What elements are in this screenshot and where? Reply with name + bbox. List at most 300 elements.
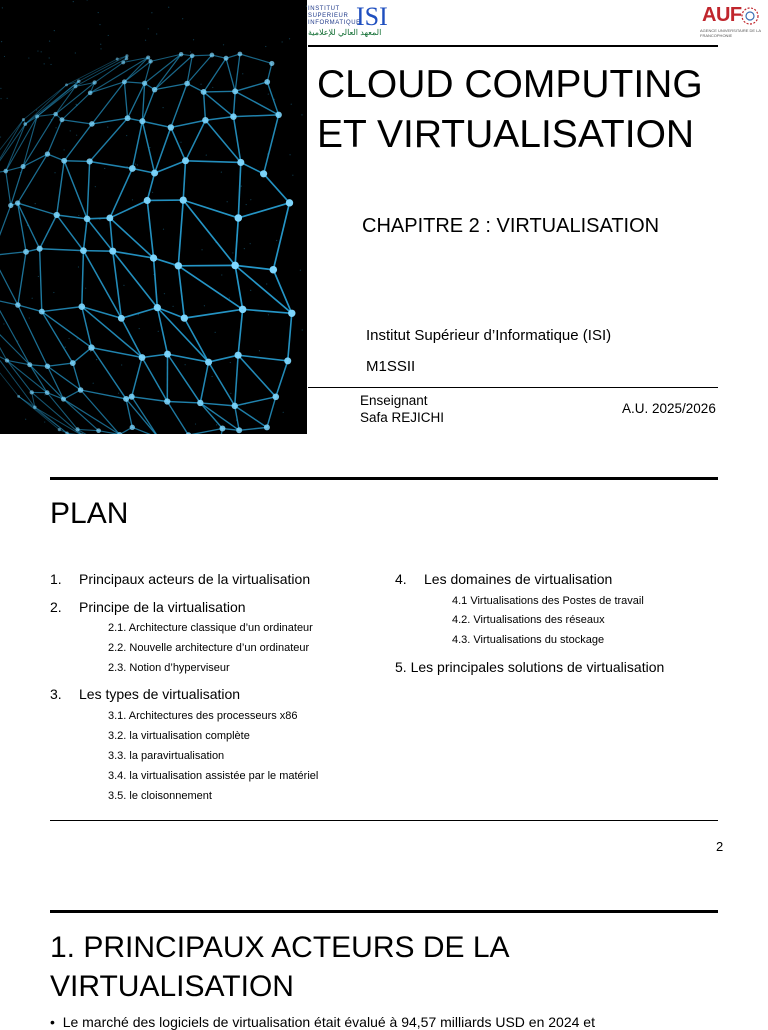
network-node bbox=[237, 159, 244, 166]
network-link bbox=[183, 200, 235, 265]
glow-particle bbox=[289, 154, 290, 155]
network-link bbox=[42, 307, 82, 312]
glow-particle bbox=[68, 338, 69, 339]
network-node bbox=[144, 197, 151, 204]
section-title: 1. PRINCIPAUX ACTEURS DE LA VIRTUALISATION bbox=[50, 928, 730, 1006]
network-node bbox=[37, 246, 43, 252]
toc-label: Principe de la virtualisation bbox=[79, 599, 246, 615]
network-link bbox=[47, 366, 80, 390]
glow-particle bbox=[32, 298, 33, 299]
network-link bbox=[200, 403, 234, 406]
network-node bbox=[80, 247, 87, 254]
chapter-subtitle: CHAPITRE 2 : VIRTUALISATION bbox=[362, 215, 659, 238]
network-node bbox=[284, 357, 291, 364]
glow-particle bbox=[195, 423, 196, 424]
course-title-line: ET VIRTUALISATION bbox=[317, 110, 762, 160]
network-link bbox=[83, 219, 87, 251]
glow-particle bbox=[20, 172, 21, 173]
glow-particle bbox=[44, 394, 45, 395]
glow-particle bbox=[65, 347, 66, 348]
network-node bbox=[202, 117, 209, 124]
plan-title: PLAN bbox=[50, 497, 128, 531]
network-node bbox=[33, 405, 37, 409]
network-node bbox=[21, 164, 26, 169]
network-link bbox=[235, 355, 238, 406]
network-node bbox=[78, 387, 84, 393]
glow-particle bbox=[76, 105, 77, 106]
glow-particle bbox=[137, 164, 138, 165]
network-link bbox=[235, 218, 238, 265]
bullet-item bbox=[50, 1014, 750, 1030]
glow-particle bbox=[7, 98, 8, 99]
glow-particle bbox=[242, 309, 243, 310]
toc-number: 1. bbox=[50, 571, 79, 587]
network-node bbox=[89, 121, 95, 127]
glow-particle bbox=[245, 403, 246, 404]
glow-particle bbox=[215, 332, 216, 333]
course-title-line: CLOUD COMPUTING bbox=[317, 60, 762, 110]
network-link bbox=[235, 265, 273, 269]
glow-particle bbox=[200, 84, 201, 85]
network-link bbox=[178, 200, 183, 266]
glow-particle bbox=[230, 362, 231, 363]
glow-particle bbox=[212, 411, 213, 412]
toc-item-5: 5. Les principales solutions de virtualisation bbox=[395, 659, 664, 675]
network-link bbox=[63, 390, 80, 399]
glow-particle bbox=[265, 46, 266, 47]
glow-particle bbox=[223, 44, 224, 45]
network-node bbox=[190, 53, 195, 58]
network-link bbox=[183, 161, 185, 200]
network-link bbox=[57, 161, 64, 215]
network-node bbox=[74, 84, 78, 88]
network-link bbox=[264, 174, 290, 203]
toc-label: Principaux acteurs de la virtualisation bbox=[79, 571, 310, 587]
glow-particle bbox=[87, 0, 88, 1]
glow-particle bbox=[41, 51, 42, 52]
isi-logo-lines bbox=[308, 6, 356, 27]
network-node bbox=[264, 424, 270, 430]
network-link bbox=[183, 200, 238, 218]
network-link bbox=[235, 406, 239, 430]
isi-logo bbox=[308, 4, 392, 40]
network-node bbox=[235, 352, 242, 359]
network-link bbox=[184, 309, 242, 318]
glow-particle bbox=[93, 383, 94, 384]
glow-particle bbox=[230, 393, 231, 394]
isi-logo-line: INSTITUT bbox=[308, 6, 356, 13]
toc-number: 3. bbox=[50, 686, 79, 702]
network-link bbox=[171, 120, 206, 127]
network-link bbox=[132, 121, 142, 168]
network-link bbox=[243, 309, 292, 313]
glow-particle bbox=[139, 328, 140, 329]
glow-particle bbox=[96, 359, 97, 360]
glow-particle bbox=[76, 104, 77, 105]
toc-subitem: 4.2. Virtualisations des réseaux bbox=[452, 614, 605, 626]
network-link bbox=[64, 124, 92, 161]
network-node bbox=[181, 314, 188, 321]
glow-particle bbox=[216, 424, 217, 425]
network-node bbox=[275, 112, 281, 118]
glow-particle bbox=[50, 64, 51, 65]
network-link bbox=[110, 169, 133, 218]
glow-particle bbox=[149, 147, 150, 148]
glow-particle bbox=[78, 215, 79, 216]
network-node bbox=[87, 158, 93, 164]
network-node bbox=[152, 87, 158, 93]
network-node bbox=[232, 403, 238, 409]
network-link bbox=[167, 401, 200, 402]
glow-particle bbox=[29, 317, 30, 318]
glow-particle bbox=[100, 48, 101, 49]
network-globe-image bbox=[0, 0, 307, 434]
isi-logo-line: INFORMATIQUE bbox=[308, 20, 356, 27]
network-link bbox=[209, 362, 235, 406]
network-node bbox=[15, 200, 20, 205]
network-link bbox=[90, 161, 133, 168]
glow-particle bbox=[121, 364, 122, 365]
glow-particle bbox=[266, 283, 267, 284]
glow-particle bbox=[54, 172, 55, 173]
glow-particle bbox=[38, 276, 39, 277]
network-link bbox=[288, 313, 292, 361]
glow-particle bbox=[168, 7, 169, 8]
network-link bbox=[79, 56, 127, 81]
network-link bbox=[171, 127, 186, 160]
glow-particle bbox=[242, 73, 243, 74]
plan-slide bbox=[0, 434, 768, 868]
network-link bbox=[238, 355, 276, 397]
network-link bbox=[235, 406, 267, 428]
glow-particle bbox=[1, 41, 2, 42]
glow-particle bbox=[152, 192, 153, 193]
network-node bbox=[122, 79, 127, 84]
network-link bbox=[124, 82, 144, 83]
network-link bbox=[168, 354, 201, 403]
network-node bbox=[23, 122, 27, 126]
network-link bbox=[110, 218, 113, 251]
network-link bbox=[63, 399, 119, 434]
network-link bbox=[82, 251, 84, 307]
network-link bbox=[0, 205, 11, 255]
network-node bbox=[148, 59, 152, 63]
network-node bbox=[116, 58, 119, 61]
network-node bbox=[154, 304, 161, 311]
glow-particle bbox=[241, 430, 242, 431]
network-link bbox=[186, 120, 206, 161]
network-link bbox=[235, 265, 243, 309]
glow-particle bbox=[292, 175, 293, 176]
glow-particle bbox=[229, 297, 230, 298]
section-slide bbox=[0, 868, 768, 1024]
glow-particle bbox=[301, 114, 302, 115]
glow-particle bbox=[267, 153, 268, 154]
network-node bbox=[70, 360, 76, 366]
toc-label: Les types de virtualisation bbox=[79, 686, 240, 702]
network-node bbox=[45, 390, 50, 395]
glow-particle bbox=[268, 314, 269, 315]
network-link bbox=[238, 309, 243, 355]
network-node bbox=[15, 302, 21, 308]
toc-subitem: 2.1. Architecture classique d’un ordinateur bbox=[108, 622, 313, 634]
network-link bbox=[83, 251, 112, 252]
glow-particle bbox=[4, 56, 5, 57]
glow-particle bbox=[221, 172, 222, 173]
glow-particle bbox=[27, 225, 28, 226]
glow-particle bbox=[306, 6, 307, 7]
network-link bbox=[132, 357, 142, 396]
network-node bbox=[205, 359, 212, 366]
network-link bbox=[87, 219, 113, 251]
network-node bbox=[106, 215, 113, 222]
network-link bbox=[57, 215, 84, 251]
network-node bbox=[39, 309, 45, 315]
network-node bbox=[260, 170, 267, 177]
network-link bbox=[92, 348, 143, 358]
promotion-label: M1SSII bbox=[366, 358, 415, 375]
network-node bbox=[60, 117, 65, 122]
network-link bbox=[233, 91, 235, 116]
network-link bbox=[73, 348, 92, 363]
network-link bbox=[204, 92, 234, 117]
glow-particle bbox=[300, 270, 301, 271]
glow-particle bbox=[73, 1, 74, 2]
network-link bbox=[187, 55, 212, 83]
network-node bbox=[3, 169, 8, 174]
toc-subitem: 3.5. le cloisonnement bbox=[108, 790, 212, 802]
glow-particle bbox=[2, 7, 3, 8]
glow-particle bbox=[95, 186, 96, 187]
network-link bbox=[47, 120, 62, 154]
divider bbox=[308, 387, 718, 388]
glow-particle bbox=[152, 181, 153, 182]
toc-label: Les domaines de virtualisation bbox=[424, 571, 612, 587]
glow-particle bbox=[185, 364, 186, 365]
network-link bbox=[204, 58, 226, 92]
network-link bbox=[64, 161, 89, 162]
glow-particle bbox=[182, 18, 183, 19]
network-link bbox=[209, 355, 239, 362]
glow-particle bbox=[90, 351, 91, 352]
glow-particle bbox=[244, 248, 245, 249]
network-node bbox=[269, 61, 274, 66]
glow-particle bbox=[53, 292, 54, 293]
network-link bbox=[157, 308, 167, 354]
network-link bbox=[264, 115, 279, 174]
network-node bbox=[123, 396, 129, 402]
glow-particle bbox=[35, 203, 36, 204]
network-link bbox=[192, 55, 212, 56]
glow-particle bbox=[221, 274, 222, 275]
glow-particle bbox=[204, 305, 205, 306]
glow-particle bbox=[64, 149, 65, 150]
glow-particle bbox=[0, 88, 1, 89]
course-title bbox=[317, 60, 762, 160]
network-node bbox=[109, 248, 116, 255]
network-link bbox=[276, 361, 288, 397]
teacher-label: Enseignant bbox=[360, 393, 428, 408]
glow-particle bbox=[232, 252, 233, 253]
glow-particle bbox=[123, 285, 124, 286]
network-link bbox=[205, 117, 233, 121]
network-link bbox=[235, 82, 267, 91]
glow-particle bbox=[98, 12, 99, 13]
glow-particle bbox=[212, 87, 213, 88]
network-node bbox=[238, 52, 243, 57]
glow-particle bbox=[70, 130, 71, 131]
glow-particle bbox=[173, 265, 174, 266]
network-link bbox=[178, 266, 242, 310]
network-link bbox=[142, 354, 167, 357]
auf-logo bbox=[700, 4, 766, 42]
glow-particle bbox=[158, 331, 159, 332]
glow-particle bbox=[282, 41, 283, 42]
network-node bbox=[230, 113, 237, 120]
network-globe-graphic bbox=[0, 0, 307, 434]
glow-particle bbox=[163, 229, 164, 230]
glow-particle bbox=[250, 290, 251, 291]
network-node bbox=[197, 400, 203, 406]
toc-number: 4. bbox=[395, 571, 424, 587]
network-link bbox=[147, 200, 153, 258]
network-link bbox=[121, 318, 142, 357]
glow-particle bbox=[0, 98, 1, 99]
network-link bbox=[78, 429, 99, 430]
auf-logo-subtitle: AGENCE UNIVERSITAIRE DE LA FRANCOPHONIE bbox=[700, 28, 766, 38]
network-link bbox=[57, 215, 87, 219]
glow-particle bbox=[100, 44, 101, 45]
network-node bbox=[219, 426, 225, 432]
toc-subitem: 3.4. la virtualisation assistée par le matériel bbox=[108, 770, 318, 782]
network-link bbox=[90, 118, 128, 161]
glow-particle bbox=[148, 28, 149, 29]
toc-item-1 bbox=[50, 571, 310, 587]
network-link bbox=[238, 162, 240, 218]
network-node bbox=[168, 124, 174, 130]
glow-particle bbox=[201, 249, 202, 250]
toc-subitem: 4.1 Virtualisations des Postes de travail bbox=[452, 595, 644, 607]
toc-subitem: 4.3. Virtualisations du stockage bbox=[452, 634, 604, 646]
network-link bbox=[124, 82, 127, 118]
toc-subitem: 2.3. Notion d’hyperviseur bbox=[108, 662, 230, 674]
network-link bbox=[40, 215, 57, 249]
auf-logo-word: AUF bbox=[702, 4, 742, 27]
network-node bbox=[164, 351, 171, 358]
network-link bbox=[155, 84, 187, 90]
network-link bbox=[42, 312, 73, 363]
network-node bbox=[232, 88, 238, 94]
network-link bbox=[30, 365, 47, 393]
glow-particle bbox=[215, 242, 216, 243]
network-link bbox=[6, 116, 37, 171]
glow-particle bbox=[90, 345, 91, 346]
network-link bbox=[204, 91, 236, 92]
network-node bbox=[78, 303, 85, 310]
network-node bbox=[210, 53, 215, 58]
toc-subitem: 3.2. la virtualisation complète bbox=[108, 730, 250, 742]
glow-particle bbox=[227, 201, 228, 202]
glow-particle bbox=[99, 24, 100, 25]
network-node bbox=[182, 157, 189, 164]
network-link bbox=[87, 161, 90, 218]
glow-particle bbox=[49, 41, 50, 42]
network-node bbox=[231, 262, 239, 270]
network-node bbox=[77, 79, 81, 83]
network-link bbox=[154, 258, 179, 266]
network-link bbox=[0, 252, 26, 256]
network-node bbox=[139, 354, 146, 361]
toc-subitem: 3.1. Architectures des processeurs x86 bbox=[108, 710, 298, 722]
network-node bbox=[179, 52, 183, 56]
glow-particle bbox=[283, 412, 284, 413]
network-link bbox=[226, 58, 235, 91]
network-node bbox=[22, 118, 25, 121]
network-link bbox=[147, 173, 154, 200]
network-link bbox=[267, 397, 276, 428]
glow-particle bbox=[76, 135, 77, 136]
network-link bbox=[155, 161, 186, 173]
network-link bbox=[18, 305, 42, 312]
glow-particle bbox=[25, 419, 26, 420]
network-link bbox=[6, 171, 11, 205]
glow-particle bbox=[55, 127, 56, 128]
glow-particle bbox=[44, 63, 45, 64]
network-link bbox=[233, 115, 278, 117]
isi-logo-acronym: ISI bbox=[356, 2, 388, 32]
glow-particle bbox=[83, 256, 84, 257]
glow-particle bbox=[162, 107, 163, 108]
glow-particle bbox=[0, 136, 1, 137]
network-node bbox=[65, 83, 68, 86]
network-node bbox=[288, 310, 295, 317]
isi-logo-line: SUPERIEUR bbox=[308, 13, 356, 20]
network-link bbox=[92, 82, 124, 124]
network-node bbox=[75, 427, 79, 431]
network-link bbox=[18, 252, 26, 305]
glow-particle bbox=[268, 93, 269, 94]
glow-particle bbox=[246, 204, 247, 205]
network-link bbox=[142, 121, 170, 127]
network-link bbox=[186, 161, 241, 163]
glow-particle bbox=[17, 340, 18, 341]
network-link bbox=[64, 161, 87, 219]
auf-emblem-icon bbox=[740, 6, 760, 26]
glow-particle bbox=[44, 421, 45, 422]
toc-item-4 bbox=[395, 571, 612, 587]
isi-logo-arabic: المعهد العالي للإعلامية bbox=[308, 28, 392, 37]
network-link bbox=[240, 54, 272, 63]
glow-particle bbox=[180, 142, 181, 143]
glow-particle bbox=[75, 52, 76, 53]
toc-subitem: 2.2. Nouvelle architecture d’un ordinateur bbox=[108, 642, 309, 654]
glow-particle bbox=[151, 12, 152, 13]
network-node bbox=[118, 315, 125, 322]
glow-particle bbox=[138, 314, 139, 315]
toc-number: 2. bbox=[50, 599, 79, 615]
bullet-text: Le marché des logiciels de virtualisation était évalué à 94,57 milliards USD en 2024 et bbox=[63, 1014, 595, 1030]
network-link bbox=[204, 92, 206, 120]
network-link bbox=[11, 167, 23, 206]
network-node bbox=[54, 212, 60, 218]
glow-particle bbox=[211, 376, 212, 377]
glow-particle bbox=[49, 57, 50, 58]
glow-particle bbox=[145, 40, 146, 41]
network-link bbox=[238, 355, 288, 361]
glow-particle bbox=[276, 240, 277, 241]
glow-particle bbox=[104, 168, 105, 169]
network-node bbox=[121, 61, 125, 65]
